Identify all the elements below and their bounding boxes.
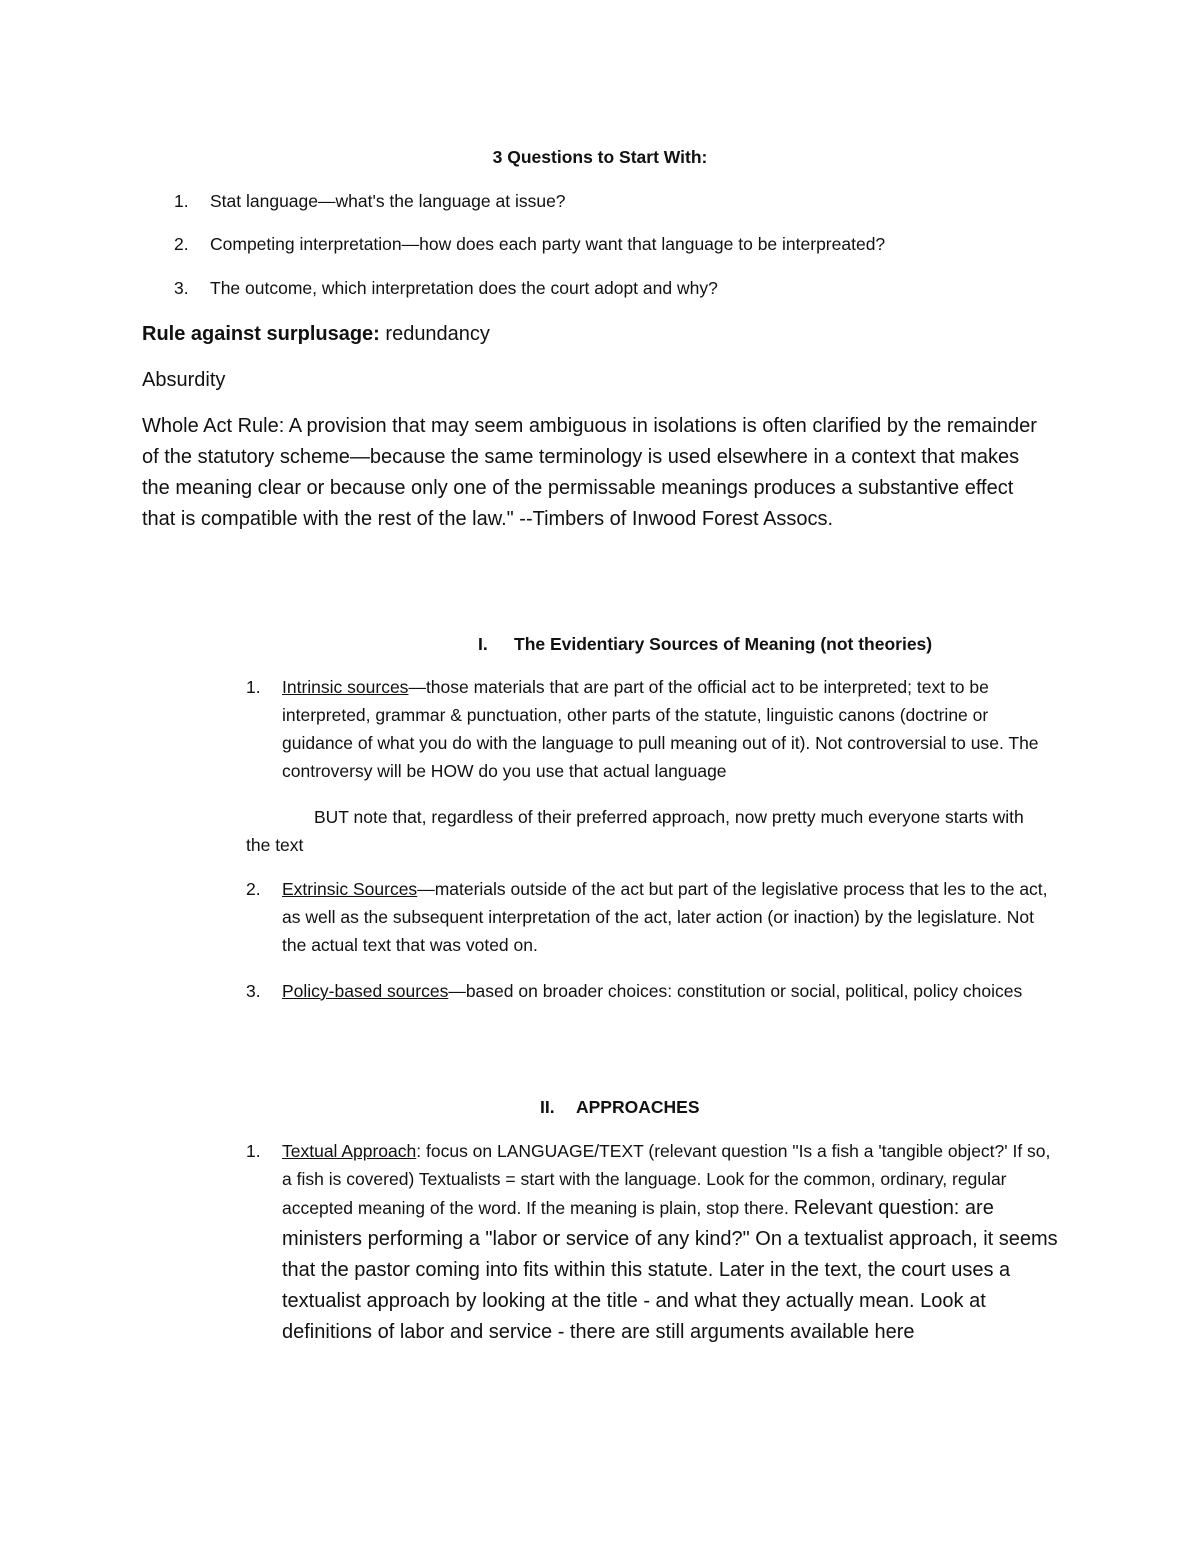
list-number: 1.	[246, 1141, 261, 1161]
list-text: : focus on LANGUAGE/TEXT (relevant question "Is a fish a 'tangible object?' If so, a fish is covered) Textualists = start with the language. Look for the common, ordinary, regular accepted meaning of the word. If the meaning is plain, stop there.	[282, 1141, 1051, 1218]
whole-act-rule: Whole Act Rule: A provision that may seem ambiguous in isolations is often clarified by the remainder of the statutory scheme—because the same terminology is used elsewhere in a context that makes the meaning clear or because only one of the permissable meanings produces a substantive effect that is compatible with the rest of the law." --Timbers of Inwood Forest Assocs.	[142, 415, 1037, 530]
list-term: Extrinsic Sources	[282, 879, 418, 899]
section-number: II.	[540, 1097, 555, 1117]
note-paragraph: BUT note that, regardless of their preferred approach, now pretty much everyone starts with the text	[246, 807, 1024, 855]
list-text: The outcome, which interpretation does the court adopt and why?	[210, 278, 718, 298]
list-item	[174, 274, 1054, 302]
list-item	[174, 230, 1054, 258]
list-text-large: Relevant question: are ministers performing a "labor or service of any kind?" On a textualist approach, it seems that the pastor coming into fits within this statute. Later in the text, the court uses a textualist approach by looking at the title - and what they actually mean. Look at definitions of labor and service - there are still arguments available here	[282, 1197, 1058, 1343]
section-2-heading	[540, 1093, 700, 1121]
list-text: Competing interpretation—how does each party want that language to be interpreated?	[210, 234, 886, 254]
list-number: 1.	[246, 677, 261, 697]
list-text: —those materials that are part of the official act to be interpreted; text to be interpreted, grammar & punctuation, other parts of the statute, linguistic canons (doctrine or guidance of what you do with the language to pull meaning out of it). Not controversial to use. The controversy will be HOW do you use that actual language	[282, 677, 1039, 781]
list-number: 3.	[246, 981, 261, 1001]
list-term: Policy-based sources	[282, 981, 449, 1001]
section-title: The Evidentiary Sources of Meaning (not theories)	[514, 634, 933, 654]
list-text: —based on broader choices: constitution or social, political, policy choices	[448, 981, 1023, 1001]
document-title: 3 Questions to Start With:	[492, 147, 708, 167]
list-number: 3.	[174, 278, 189, 298]
list-number: 2.	[246, 879, 261, 899]
list-number: 1.	[174, 191, 189, 211]
list-term: Textual Approach	[282, 1141, 417, 1161]
list-term: Intrinsic sources	[282, 677, 409, 697]
section-number: I.	[478, 634, 488, 654]
list-text: Stat language—what's the language at issue?	[210, 191, 566, 211]
list-item	[174, 187, 1054, 215]
absurdity-heading: Absurdity	[142, 369, 226, 391]
surplusage-label: Rule against surplusage:	[142, 323, 380, 345]
section-title: APPROACHES	[576, 1097, 700, 1117]
list-text: —materials outside of the act but part of the legislative process that les to the act, as well as the subsequent interpretation of the act, later action (or inaction) by the legislature. Not the actual text that was voted on.	[282, 879, 1048, 955]
list-number: 2.	[174, 234, 189, 254]
surplusage-text: redundancy	[385, 323, 490, 345]
section-1-heading	[478, 630, 932, 658]
surplusage-rule	[142, 318, 490, 350]
